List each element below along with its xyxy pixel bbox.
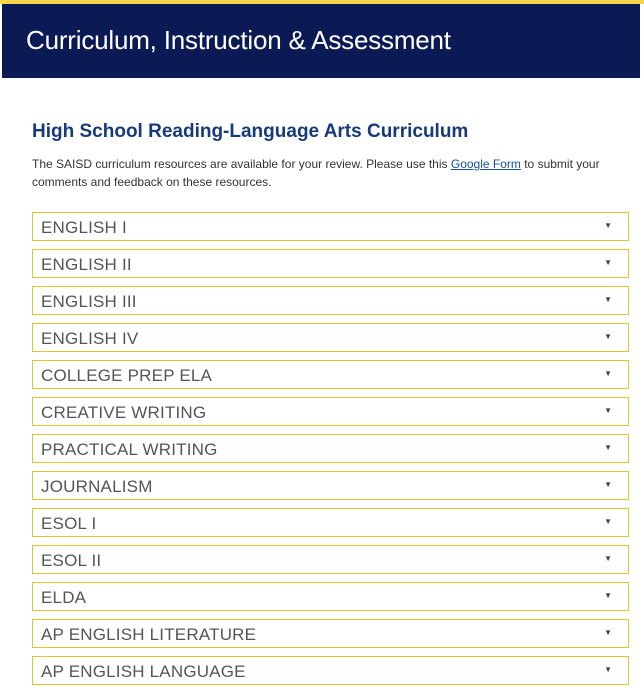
accordion-item-creative-writing[interactable] <box>32 397 629 426</box>
accordion-item-esol-i[interactable] <box>32 508 629 537</box>
accordion-item-ap-english-literature[interactable] <box>32 619 629 648</box>
chevron-down-icon: ▼ <box>604 517 612 526</box>
chevron-down-icon: ▼ <box>604 480 612 489</box>
accordion-item-label: PRACTICAL WRITING <box>41 440 218 459</box>
chevron-down-icon: ▼ <box>604 591 612 600</box>
accordion-item-ap-english-language[interactable] <box>32 656 629 685</box>
chevron-down-icon: ▼ <box>604 221 612 230</box>
accordion-item-label: COLLEGE PREP ELA <box>41 366 213 385</box>
accordion-item-elda[interactable] <box>32 582 629 611</box>
chevron-down-icon: ▼ <box>604 369 612 378</box>
accordion-item-journalism[interactable] <box>32 471 629 500</box>
accordion-item-esol-ii[interactable] <box>32 545 629 574</box>
accordion-item-label: ENGLISH III <box>41 292 137 311</box>
accordion-item-label: CREATIVE WRITING <box>41 403 207 422</box>
accordion-item-english-iv[interactable] <box>32 323 629 352</box>
chevron-down-icon: ▼ <box>604 406 612 415</box>
page-title: Curriculum, Instruction & Assessment <box>26 25 451 55</box>
chevron-down-icon: ▼ <box>604 443 612 452</box>
accordion-item-label: ESOL II <box>41 551 102 570</box>
accordion-item-label: ENGLISH IV <box>41 329 139 348</box>
page-banner <box>2 4 640 78</box>
chevron-down-icon: ▼ <box>604 332 612 341</box>
chevron-down-icon: ▼ <box>604 665 612 674</box>
accordion-item-label: ENGLISH II <box>41 255 132 274</box>
chevron-down-icon: ▼ <box>604 295 612 304</box>
intro-text-start: The SAISD curriculum resources are available for your review. Please use this <box>32 157 451 171</box>
accordion-item-label: AP ENGLISH LANGUAGE <box>41 662 246 681</box>
accordion-item-english-iii[interactable] <box>32 286 629 315</box>
accordion-item-label: ENGLISH I <box>41 218 127 237</box>
accordion-item-practical-writing[interactable] <box>32 434 629 463</box>
chevron-down-icon: ▼ <box>604 258 612 267</box>
intro-text-end: to submit your comments and feedback on these resources. <box>32 157 600 189</box>
accordion-item-label: ELDA <box>41 588 87 607</box>
accordion-item-english-ii[interactable] <box>32 249 629 278</box>
accordion-item-label: ESOL I <box>41 514 97 533</box>
google-form-link[interactable]: Google Form <box>450 157 521 171</box>
accordion-item-english-i[interactable] <box>32 212 629 241</box>
section-heading: High School Reading-Language Arts Curriculum <box>32 121 469 142</box>
intro-paragraph <box>32 155 622 191</box>
chevron-down-icon: ▼ <box>604 554 612 563</box>
course-accordion <box>32 212 629 693</box>
accordion-item-label: AP ENGLISH LITERATURE <box>41 625 257 644</box>
accordion-item-college-prep-ela[interactable] <box>32 360 629 389</box>
accordion-item-label: JOURNALISM <box>41 477 153 496</box>
chevron-down-icon: ▼ <box>604 628 612 637</box>
